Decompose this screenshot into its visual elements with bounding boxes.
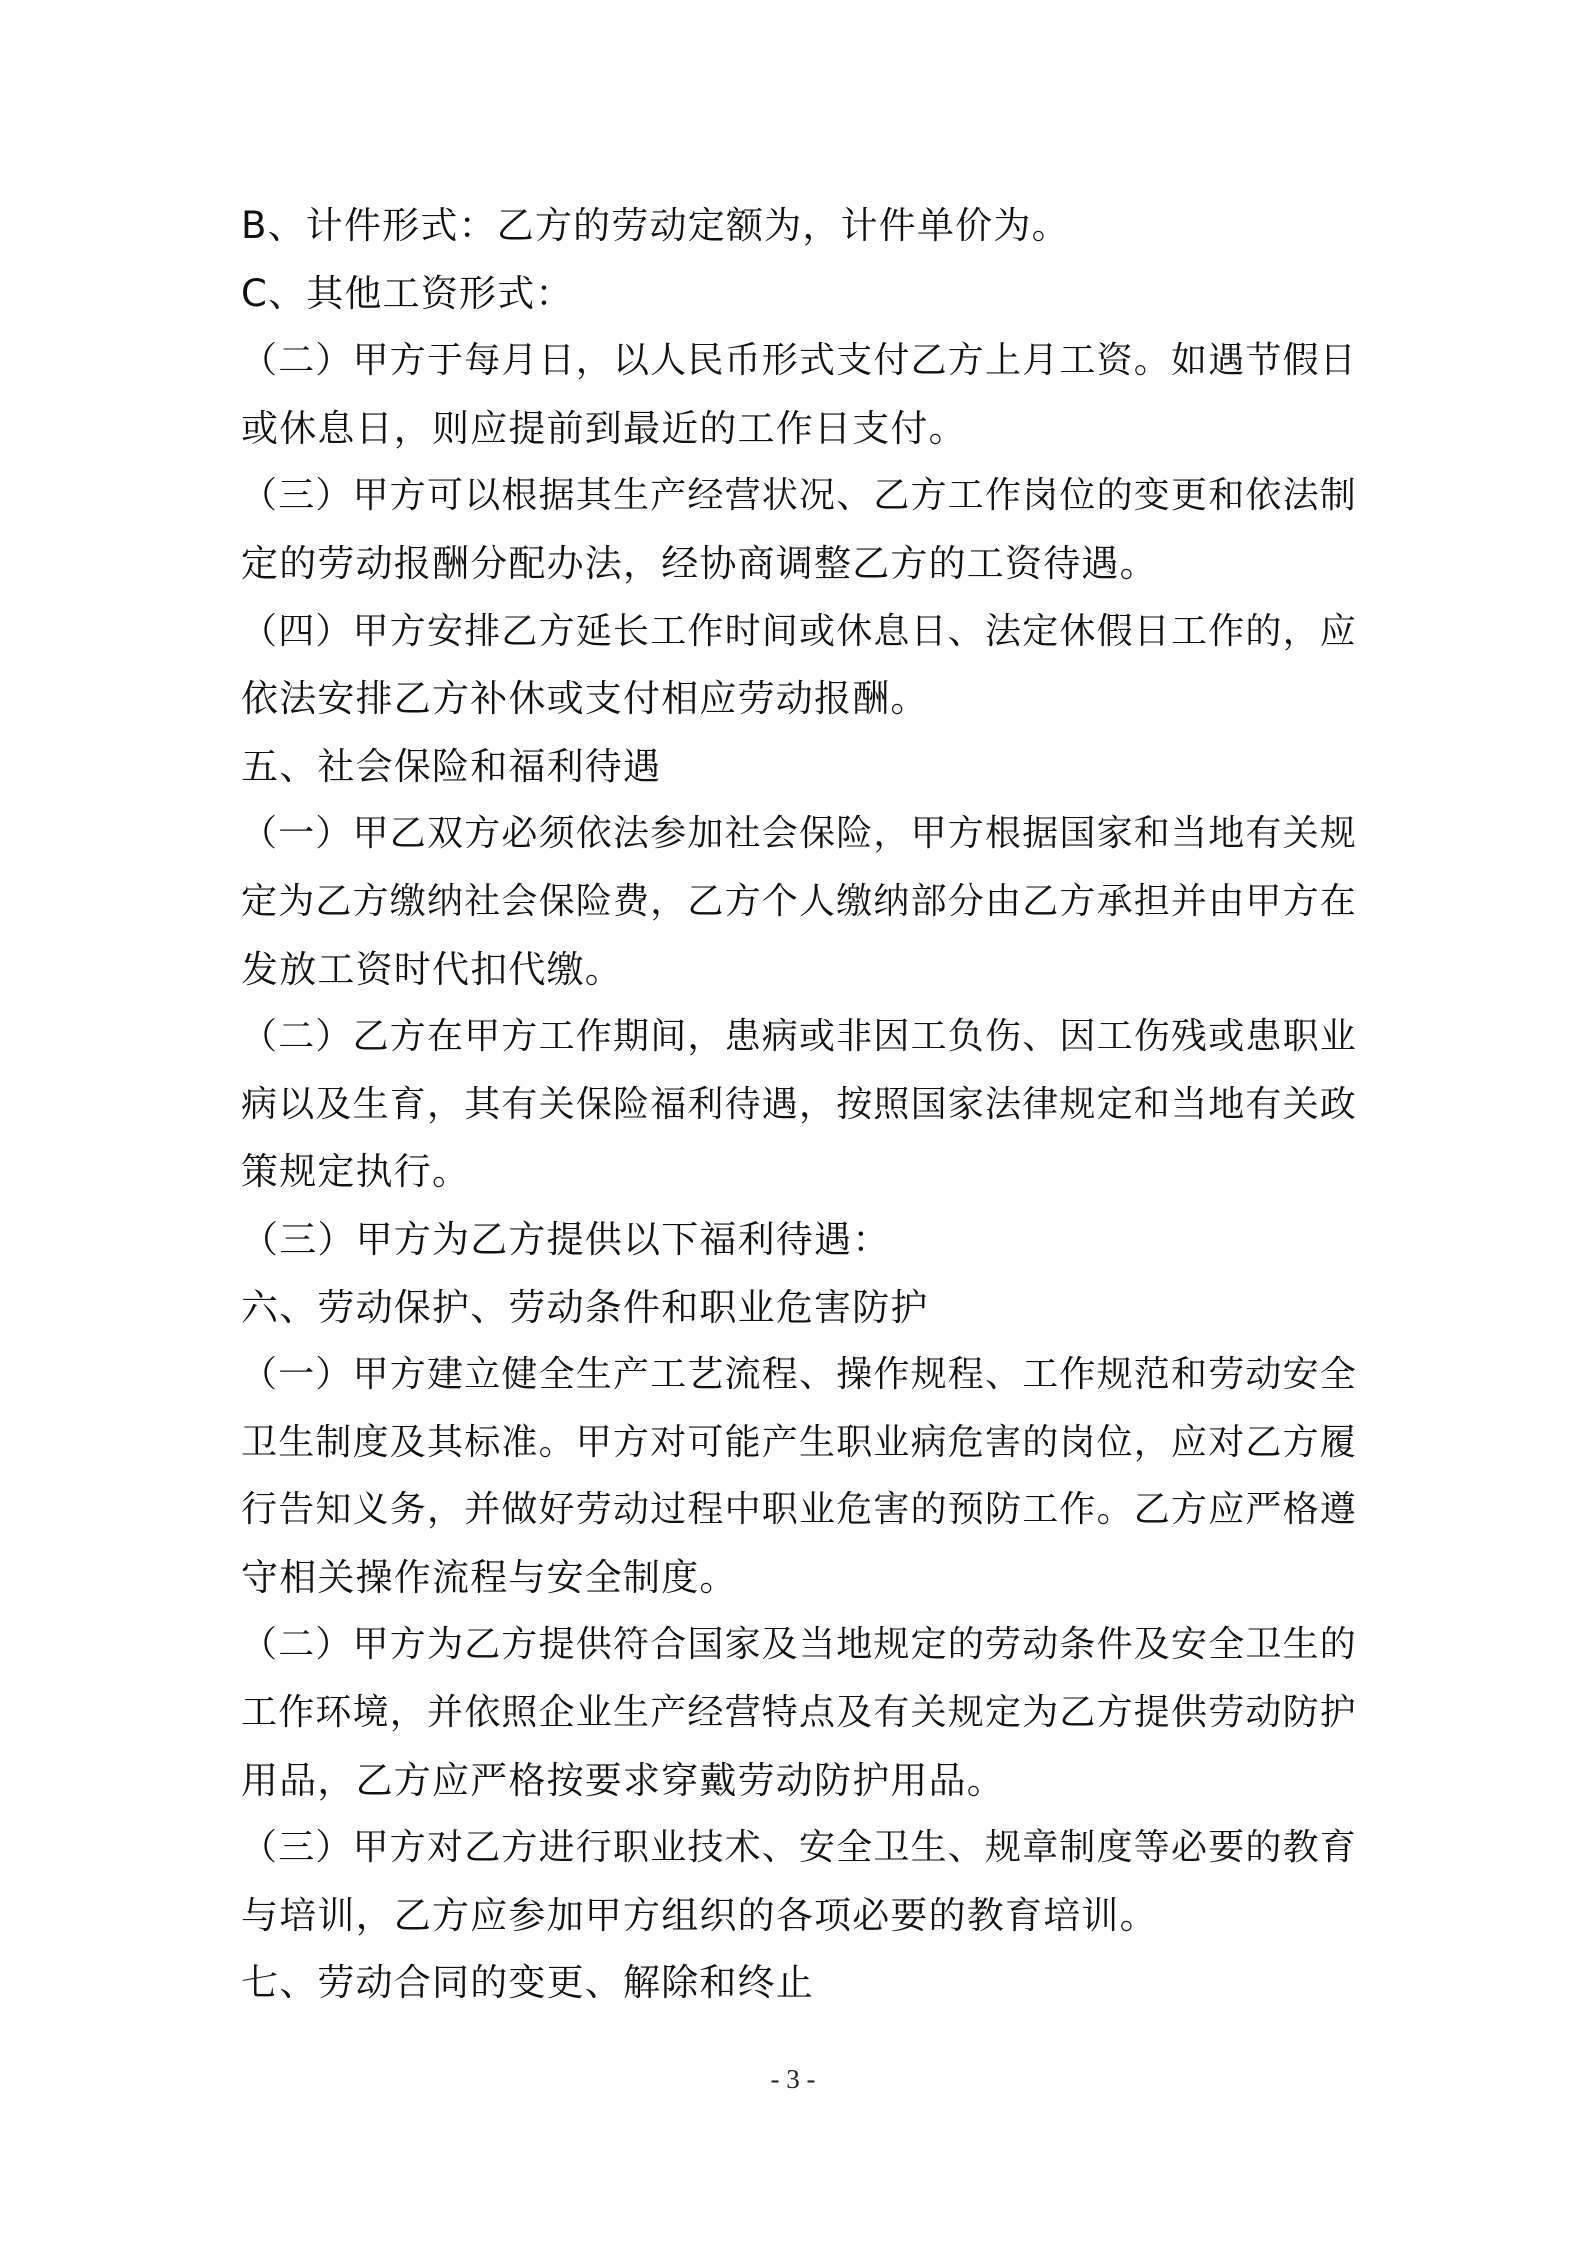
page-number: - 3 - bbox=[770, 2064, 816, 2094]
text-line: （二）甲方于每月日，以人民币形式支付乙方上月工资。如遇节假日 bbox=[241, 340, 1358, 382]
text-line: 发放工资时代扣代缴。 bbox=[241, 947, 623, 991]
text-line: 工作环境，并依照企业生产经营特点及有关规定为乙方提供劳动防护 bbox=[241, 1692, 1358, 1734]
section-heading: 六、劳动保护、劳动条件和职业危害防护 bbox=[241, 1285, 929, 1329]
text-line: 病以及生育，其有关保险福利待遇，按照国家法律规定和当地有关政 bbox=[241, 1083, 1358, 1125]
text-line: （二）甲方为乙方提供符合国家及当地规定的劳动条件及安全卫生的 bbox=[241, 1624, 1358, 1666]
text-line: 守相关操作流程与安全制度。 bbox=[241, 1555, 738, 1599]
document-body bbox=[241, 192, 1363, 2017]
text-line: C、其他工资形式： bbox=[241, 271, 574, 315]
text-line: 用品，乙方应严格按要求穿戴劳动防护用品。 bbox=[241, 1758, 1005, 1802]
text-line: 策规定执行。 bbox=[241, 1150, 471, 1194]
text-line: （二）乙方在甲方工作期间，患病或非因工负伤、因工伤残或患职业 bbox=[241, 1016, 1358, 1058]
text-line: （一）甲方建立健全生产工艺流程、操作规程、工作规范和劳动安全 bbox=[241, 1354, 1358, 1396]
text-line: 依法安排乙方补休或支付相应劳动报酬。 bbox=[241, 677, 929, 721]
text-line: 定的劳动报酬分配办法，经协商调整乙方的工资待遇。 bbox=[241, 541, 1158, 585]
text-line: 卫生制度及其标准。甲方对可能产生职业病危害的岗位，应对乙方履 bbox=[241, 1421, 1358, 1463]
section-heading: 五、社会保险和福利待遇 bbox=[241, 744, 662, 788]
section-heading: 七、劳动合同的变更、解除和终止 bbox=[241, 1961, 814, 2005]
text-line: （四）甲方安排乙方延长工作时间或休息日、法定休假日工作的，应 bbox=[241, 610, 1358, 652]
text-line: 与培训，乙方应参加甲方组织的各项必要的教育培训。 bbox=[241, 1893, 1158, 1937]
text-line: （三）甲方为乙方提供以下福利待遇： bbox=[241, 1217, 891, 1261]
text-line: B、计件形式：乙方的劳动定额为，计件单价为。 bbox=[241, 204, 1070, 247]
text-line: 定为乙方缴纳社会保险费，乙方个人缴纳部分由乙方承担并由甲方在 bbox=[241, 880, 1358, 922]
text-line: 或休息日，则应提前到最近的工作日支付。 bbox=[241, 406, 967, 450]
text-line: （一）甲乙双方必须依法参加社会保险，甲方根据国家和当地有关规 bbox=[241, 813, 1358, 855]
text-line: 行告知义务，并做好劳动过程中职业危害的预防工作。乙方应严格遵 bbox=[241, 1489, 1358, 1531]
text-line: （三）甲方对乙方进行职业技术、安全卫生、规章制度等必要的教育 bbox=[241, 1827, 1358, 1869]
text-line: （三）甲方可以根据其生产经营状况、乙方工作岗位的变更和依法制 bbox=[241, 475, 1358, 517]
